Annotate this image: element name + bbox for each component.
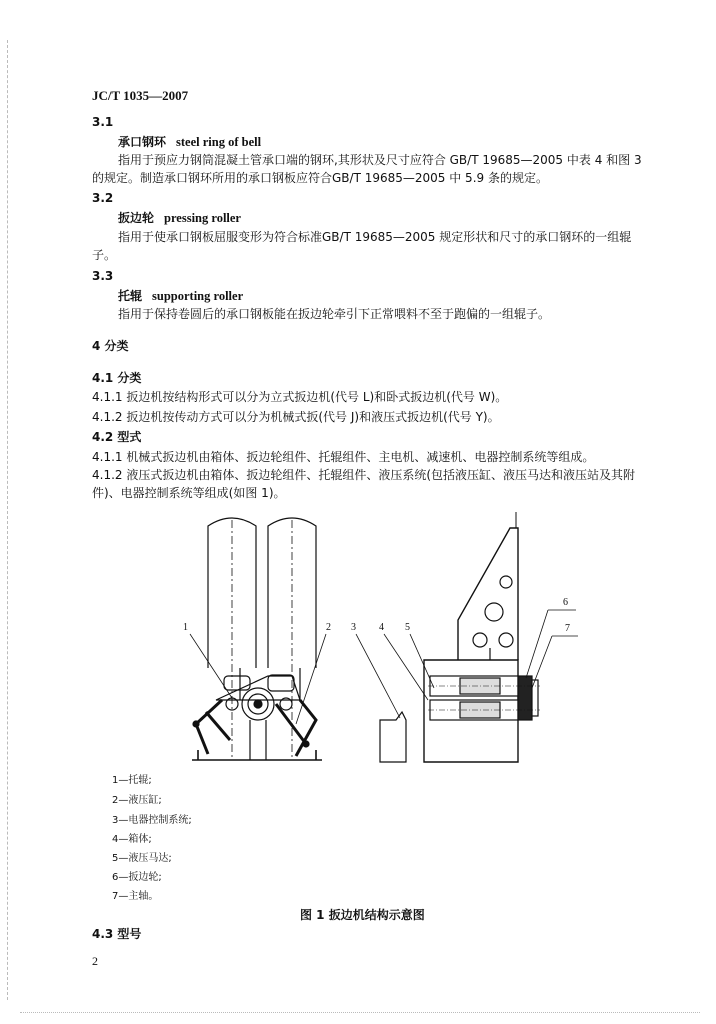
bolt-hole <box>473 633 487 647</box>
bolt-hole <box>485 603 503 621</box>
support-bracket <box>458 528 518 660</box>
legend-item: 7—主轴。 <box>112 891 159 902</box>
legend-item: 6—扳边轮; <box>112 872 162 883</box>
term-cn: 承口钢环 <box>118 135 167 149</box>
section-number: 3.1 <box>92 115 114 129</box>
clause-text: 4.1.2 液压式扳边机由箱体、扳边轮组件、托辊组件、液压系统(包括液压缸、液压马达和液压站及其附件)、电器控制系统等组成(如图 1)。 <box>92 468 636 500</box>
callout-label: 5 <box>405 622 410 633</box>
cylinder-mount <box>268 675 294 691</box>
bolt-hole <box>499 633 513 647</box>
section-number: 3.2 <box>92 191 114 205</box>
section-number: 3.3 <box>92 269 114 283</box>
legend-item: 5—液压马达; <box>112 853 172 864</box>
clause-text: 4.1.2 扳边机按传动方式可以分为机械式扳(代号 J)和液压式扳边机(代号 Y)。 <box>92 410 500 424</box>
callout-label: 7 <box>565 623 570 634</box>
leader-line <box>356 634 400 718</box>
section-heading: 4 分类 <box>92 339 129 353</box>
hydraulic-cylinder <box>196 700 316 756</box>
cylinder-mount <box>224 676 250 690</box>
legend-item: 3—电器控制系统; <box>112 815 192 826</box>
section-heading: 4.1 分类 <box>92 371 142 385</box>
control-cabinet <box>380 712 406 762</box>
bolt-hole <box>500 576 512 588</box>
callout-label: 3 <box>351 622 356 633</box>
clause-text: 4.1.1 机械式扳边机由箱体、扳边轮组件、托辊组件、主电机、减速机、电器控制系统等组成。 <box>92 450 595 464</box>
leader-line <box>384 634 428 700</box>
clause-text: 4.1.1 扳边机按结构形式可以分为立式扳边机(代号 L)和卧式扳边机(代号 W)。 <box>92 390 508 404</box>
term-en: supporting roller <box>152 289 244 303</box>
leader-line <box>410 634 434 688</box>
callout-label: 6 <box>563 597 568 608</box>
term-definition: 指用于预应力钢筒混凝土管承口端的钢环,其形状及尺寸应符合 GB/T 19685—2005 中表 4 和图 3 的规定。制造承口钢环所用的承口钢板应符合GB/T 19685—2005 中 5.9 条的规定。 <box>92 153 642 185</box>
figure-caption: 图 1 扳边机结构示意图 <box>300 908 425 922</box>
legend-item: 1—托辊; <box>112 775 152 786</box>
term-en: steel ring of bell <box>176 135 262 149</box>
standard-header: JC/T 1035—2007 <box>92 88 189 103</box>
term-cn: 扳边轮 <box>118 211 155 225</box>
callout-label: 2 <box>326 622 331 633</box>
legend-item: 4—箱体; <box>112 834 152 845</box>
leader-line <box>532 636 552 688</box>
base-plate <box>192 750 322 760</box>
section-heading: 4.2 型式 <box>92 430 142 444</box>
term-cn: 托辊 <box>118 289 143 303</box>
leader-line <box>526 610 548 678</box>
pressing-roller-wheel <box>518 676 532 720</box>
scan-bottom-edge <box>20 1012 700 1013</box>
term-definition: 指用于使承口钢板屈服变形为符合标准GB/T 19685—2005 规定形状和尺寸的承口钢环的一组辊子。 <box>92 230 632 262</box>
legend-item: 2—液压缸; <box>112 795 162 806</box>
term-definition: 指用于保持卷圆后的承口钢板能在扳边轮牵引下正常喂料不至于跑偏的一组辊子。 <box>118 307 551 321</box>
section-heading: 4.3 型号 <box>92 927 142 941</box>
leader-line <box>190 634 232 698</box>
callout-label: 1 <box>183 622 188 633</box>
term-en: pressing roller <box>164 211 241 225</box>
callout-label: 4 <box>379 622 384 633</box>
page-number: 2 <box>92 954 98 968</box>
